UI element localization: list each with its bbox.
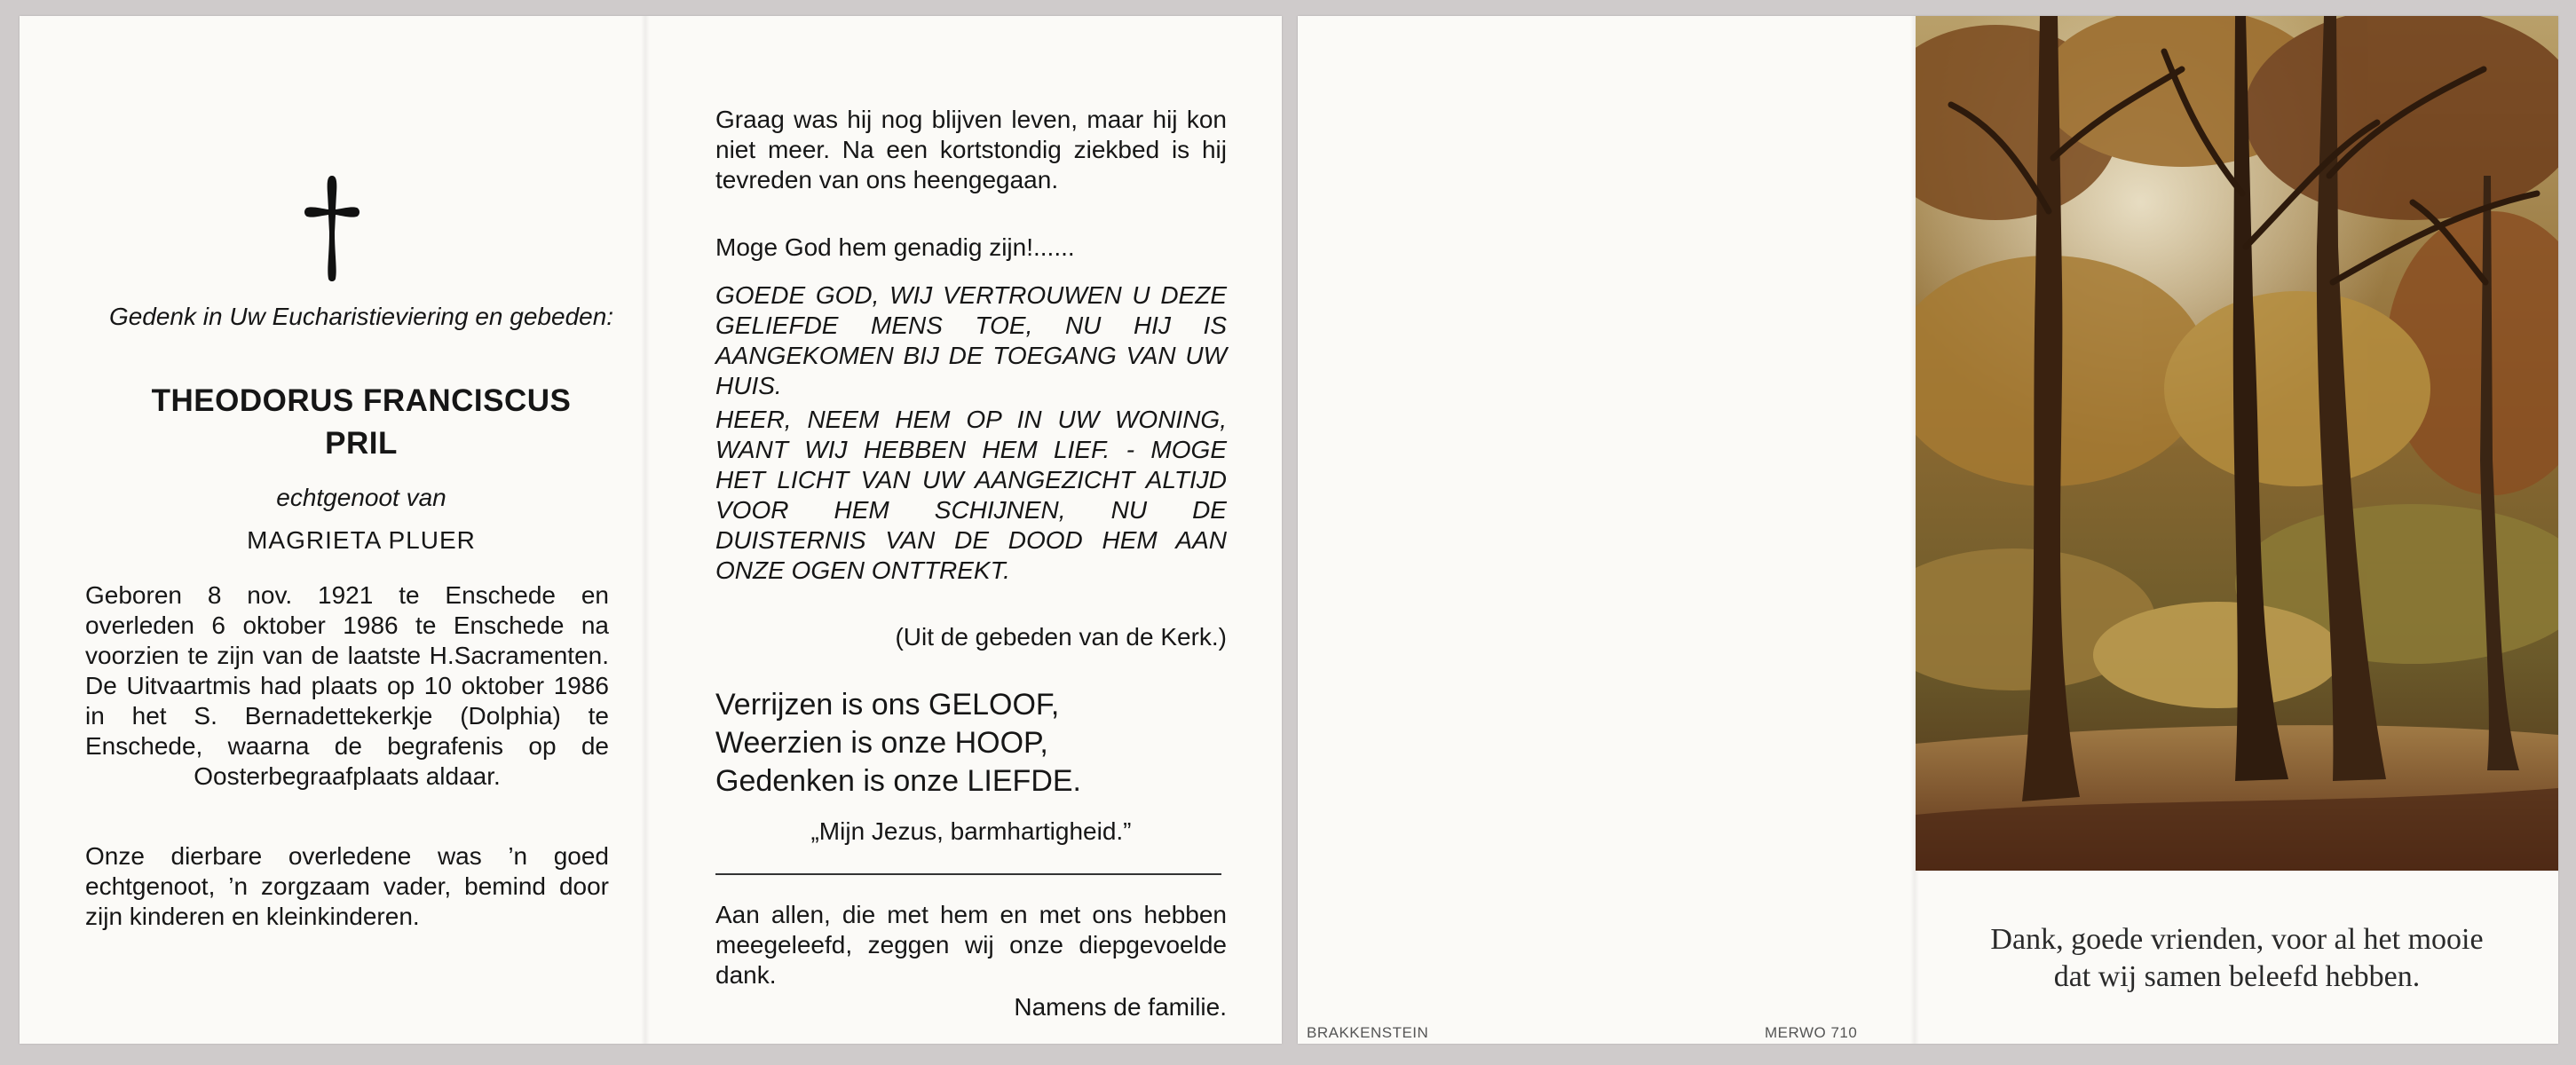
deceased-name bbox=[99, 380, 623, 465]
product-code: MERWO 710 bbox=[1765, 1024, 1858, 1041]
prayer-source: (Uit de gebeden van de Kerk.) bbox=[895, 623, 1227, 651]
spouse-name: MAGRIETA PLUER bbox=[247, 526, 476, 554]
memorial-card-outside bbox=[1298, 16, 2558, 1044]
deceased-name-line1: THEODORUS FRANCISCUS bbox=[151, 383, 572, 418]
intro-paragraph: Graag was hij nog blijven leven, maar hij kon niet meer. Na een kortstondig ziekbed is hij tevreden van ons heengegaan. bbox=[715, 106, 1227, 193]
creed-line: Verrijzen is ons GELOOF, bbox=[715, 688, 1060, 722]
dedication-text: Gedenk in Uw Eucharistieviering en gebeden: bbox=[108, 303, 614, 330]
blessing-line: Moge God hem genadig zijn!...... bbox=[715, 233, 1075, 261]
creed-block bbox=[715, 686, 1227, 801]
thanks-paragraph: Aan allen, die met hem en met ons hebben meegeleefd, zeggen wij onze diepgevoelde dank. bbox=[715, 901, 1227, 989]
autumn-forest-photo bbox=[1916, 16, 2558, 871]
prayer-paragraph-1: GOEDE GOD, WIJ VERTROUWEN U DEZE GELIEFDE MENS TOE, NU HIJ IS AANGEKOMEN BIJ DE TOEGANG VAN UW HUIS. bbox=[715, 281, 1227, 399]
birth-death-text: Geboren 8 nov. 1921 te Enschede en overleden 6 oktober 1986 te Enschede na voorzien te zijn van de laatste H.Sacramenten. De Uitvaartmis had plaats op 10 oktober 1986 in het S. Bernadettekerkje (Dolphia) te Enschede, waarna de begrafenis op de Oosterbegraafplaats aldaar. bbox=[85, 581, 609, 790]
family-signoff: Namens de familie. bbox=[1014, 993, 1227, 1021]
card-fold bbox=[641, 16, 650, 1044]
prayer-paragraph-2: HEER, NEEM HEM OP IN UW WONING, WANT WIJ HEBBEN HEM LIEF. - MOGE HET LICHT VAN UW AANGEZICHT ALTIJD VOOR HEM SCHIJNEN, NU DE DUISTERNIS VAN DE DOOD HEM AAN ONZE OGEN ONTTREKT. bbox=[715, 406, 1227, 584]
deceased-name-line2: PRIL bbox=[325, 426, 398, 461]
creed-line: Weerzien is onze HOOP, bbox=[715, 726, 1048, 760]
photo-caption-line2: dat wij samen beleefd hebben. bbox=[2053, 960, 2421, 993]
creed-line: Gedenken is onze LIEFDE. bbox=[715, 764, 1082, 798]
photo-caption-line1: Dank, goede vrienden, voor al het mooie bbox=[1990, 923, 2484, 956]
photo-caption bbox=[1916, 921, 2558, 996]
divider-line bbox=[715, 873, 1221, 875]
spouse-label: echtgenoot van bbox=[276, 484, 446, 511]
cross-icon bbox=[304, 174, 360, 284]
memorial-card-inside bbox=[20, 16, 1282, 1044]
publisher-imprint: BRAKKENSTEIN bbox=[1307, 1024, 1429, 1041]
eulogy-text: Onze dierbare overledene was ’n goed echtgenoot, ’n zorgzaam vader, bemind door zijn kinderen en kleinkinderen. bbox=[85, 842, 609, 930]
jesus-quote: „Mijn Jezus, barmhartigheid.” bbox=[810, 817, 1132, 845]
